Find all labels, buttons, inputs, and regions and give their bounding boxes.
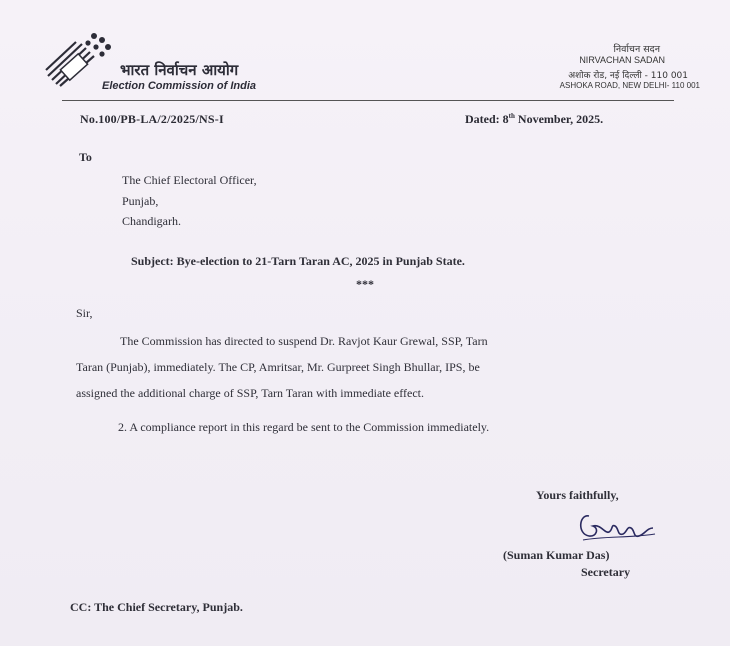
valediction: Yours faithfully, (536, 488, 619, 502)
body-paragraph-1-line-3: assigned the additional charge of SSP, Tarn Taran with immediate effect. (76, 386, 425, 400)
letter-date (465, 112, 603, 127)
recipient-line-3: Chandigarh. (122, 214, 181, 228)
date-prefix: Dated: 8 (465, 112, 509, 126)
signature-icon (575, 506, 659, 546)
cc-line: CC: The Chief Secretary, Punjab. (70, 600, 243, 614)
date-month-year: November, 2025. (514, 112, 604, 126)
body-paragraph-1-line-1: The Commission has directed to suspend Dr. Ravjot Kaur Grewal, SSP, Tarn (120, 334, 488, 348)
salutation: Sir, (76, 306, 93, 320)
address-english-line-2: ASHOKA ROAD, NEW DELHI- 110 001 (559, 81, 700, 90)
recipient-line-1: The Chief Electoral Officer, (122, 173, 257, 187)
address-hindi-line-2: अशोक रोड, नई दिल्ली - 110 001 (568, 71, 688, 81)
signatory-name: (Suman Kumar Das) (503, 548, 610, 562)
recipient-line-2: Punjab, (122, 194, 159, 208)
eci-english-title: Election Commission of India (102, 80, 257, 92)
address-english-line-1: NIRVACHAN SADAN (579, 55, 665, 65)
eci-hindi-title: भारत निर्वाचन आयोग (120, 61, 239, 79)
date-suffix-ordinal: th (508, 112, 515, 120)
address-hindi-line-1: निर्वाचन सदन (613, 44, 660, 55)
header-divider (62, 100, 674, 101)
body-paragraph-1-line-2: Taran (Punjab), immediately. The CP, Amritsar, Mr. Gurpreet Singh Bhullar, IPS, be (76, 360, 480, 374)
subject-line: Subject: Bye-election to 21-Tarn Taran AC, 2025 in Punjab State. (131, 254, 465, 268)
reference-number: No.100/PB-LA/2/2025/NS-I (80, 112, 224, 126)
separator: *** (356, 277, 374, 291)
body-paragraph-2: 2. A compliance report in this regard be sent to the Commission immediately. (118, 420, 490, 434)
to-label: To (79, 150, 92, 164)
signatory-designation: Secretary (581, 565, 631, 579)
